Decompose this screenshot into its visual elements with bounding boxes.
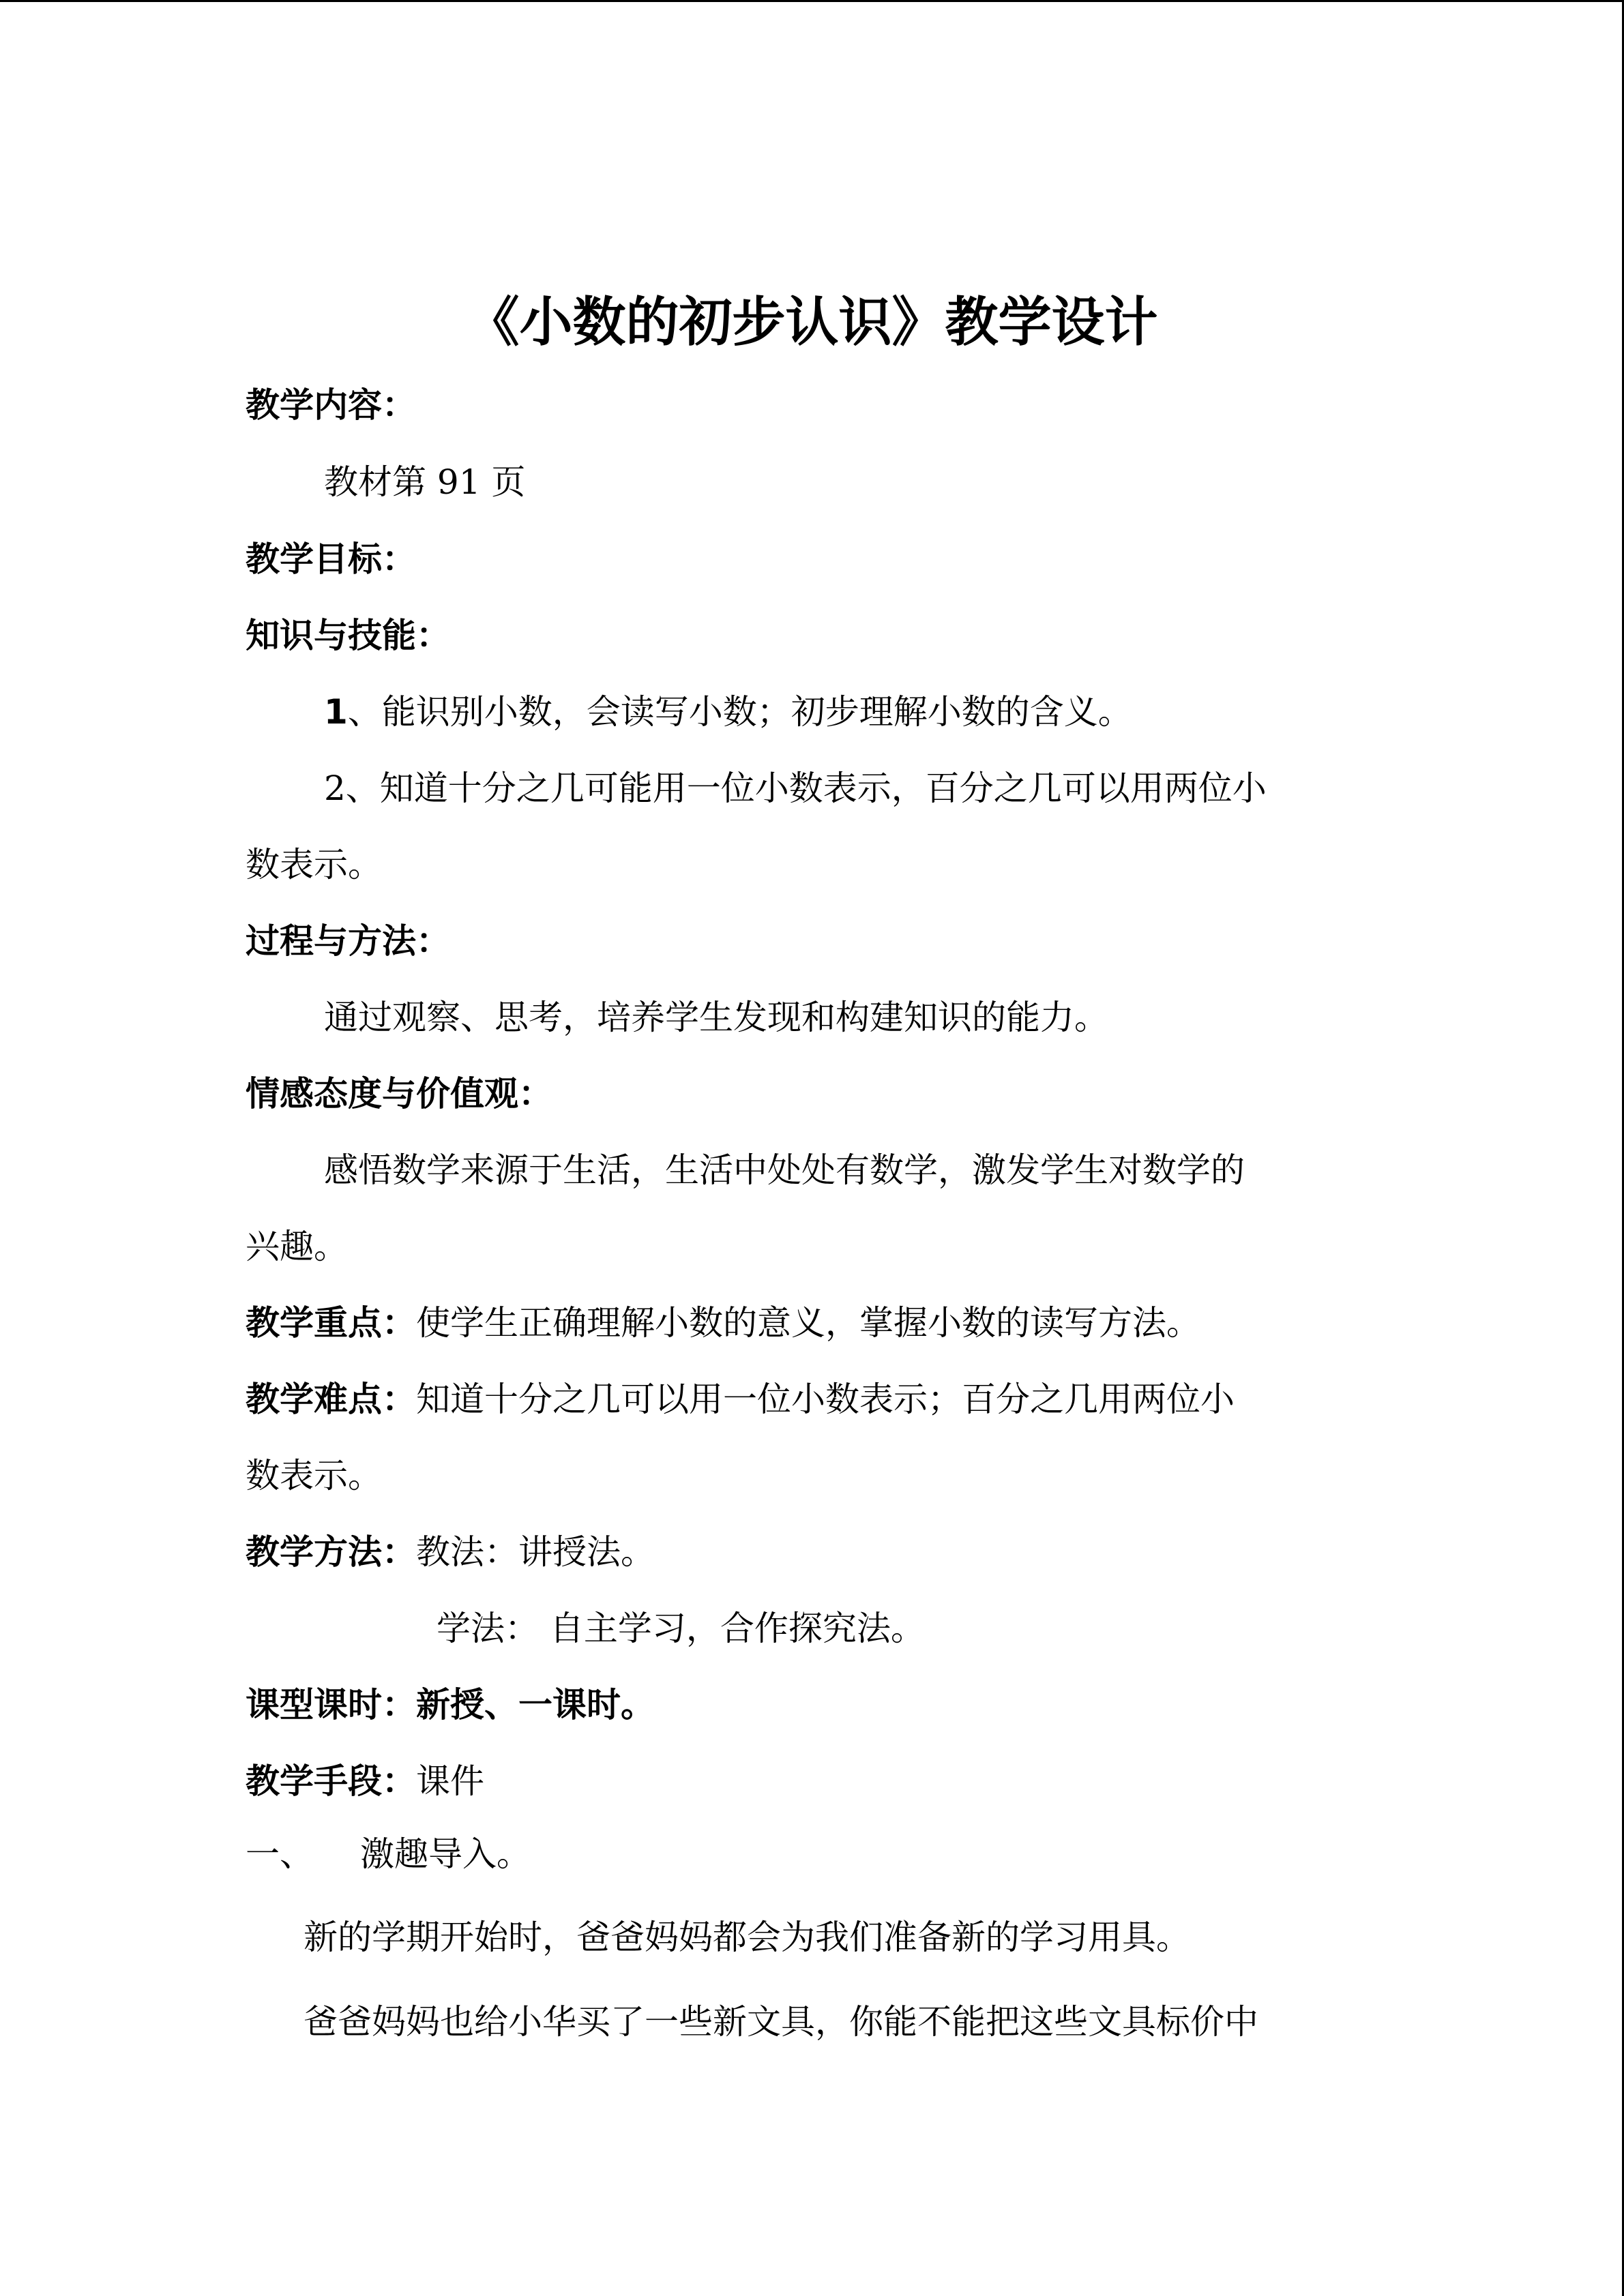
knowledge-item-1-text: 、能识别小数，会读写小数；初步理解小数的含义。 xyxy=(347,692,1132,732)
methods-learning: 学法： 自主学习，合作探究法。 xyxy=(437,1609,925,1648)
methods-teaching: 教法：讲授法。 xyxy=(416,1532,655,1572)
emotion-line-1: 感悟数学来源于生活，生活中处处有数学，激发学生对数学的 xyxy=(324,1150,1245,1190)
key-points-text: 使学生正确理解小数的意义，掌握小数的读写方法。 xyxy=(416,1303,1200,1343)
difficulty-line-2: 数表示。 xyxy=(246,1456,382,1495)
methods-row xyxy=(246,1532,655,1572)
process-heading: 过程与方法： xyxy=(246,921,450,961)
objectives-heading: 教学目标： xyxy=(246,539,416,579)
page-border-top xyxy=(0,0,1624,2)
process-text: 通过观察、思考，培养学生发现和构建知识的能力。 xyxy=(324,998,1108,1037)
section-1-para-2: 爸爸妈妈也给小华买了一些新文具，你能不能把这些文具标价中 xyxy=(304,2002,1258,2042)
lesson-type: 课型课时：新授、一课时。 xyxy=(246,1685,655,1725)
knowledge-heading: 知识与技能： xyxy=(246,616,450,655)
emotion-heading: 情感态度与价值观： xyxy=(246,1074,552,1114)
key-points-row xyxy=(246,1302,1200,1343)
content-text: 教材第 91 页 xyxy=(324,462,526,502)
knowledge-item-2-line-2: 数表示。 xyxy=(246,845,382,884)
section-1-para-1: 新的学期开始时，爸爸妈妈都会为我们准备新的学习用具。 xyxy=(304,1918,1190,1957)
emotion-line-2: 兴趣。 xyxy=(246,1227,348,1266)
difficulty-row xyxy=(246,1379,1235,1420)
knowledge-item-2-line-1: 2、知道十分之几可能用一位小数表示，百分之几可以用两位小 xyxy=(324,769,1267,808)
means-text: 课件 xyxy=(416,1761,484,1801)
means-label: 教学手段： xyxy=(246,1761,416,1801)
section-1-number: 一、 xyxy=(246,1834,314,1874)
difficulty-text-line-1: 知道十分之几可以用一位小数表示；百分之几用两位小 xyxy=(416,1380,1235,1419)
knowledge-item-1 xyxy=(324,691,1132,732)
key-points-label: 教学重点： xyxy=(246,1303,416,1343)
content-heading: 教学内容： xyxy=(246,385,416,425)
section-1-title: 激趣导入。 xyxy=(360,1834,531,1874)
means-row xyxy=(246,1761,484,1802)
methods-label: 教学方法： xyxy=(246,1532,416,1572)
knowledge-item-1-number: 1 xyxy=(324,692,348,732)
document-title: 《小数的初步认识》教学设计 xyxy=(466,292,1158,353)
difficulty-label: 教学难点： xyxy=(246,1380,416,1419)
